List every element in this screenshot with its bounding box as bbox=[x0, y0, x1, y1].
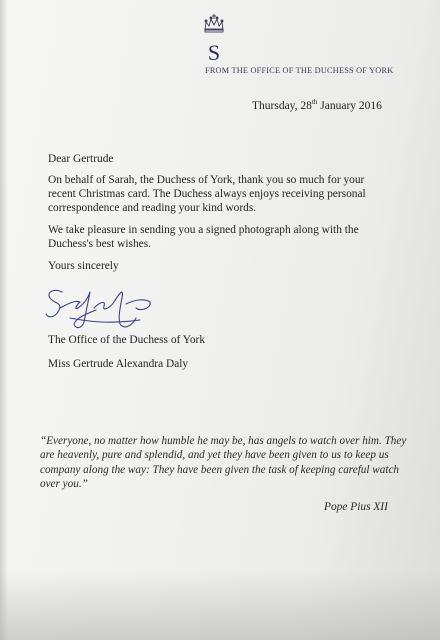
coronet-icon bbox=[205, 14, 223, 32]
letter-date: Thursday, 28th January 2016 bbox=[252, 98, 382, 112]
body-paragraph-1: On behalf of Sarah, the Duchess of York, thank you so much for your recent Christmas card. The Duchess always enjoys receiving personal correspondence and reading your kind words. bbox=[48, 174, 366, 214]
signatory-office: The Office of the Duchess of York bbox=[48, 334, 206, 346]
coronet-monogram-crest bbox=[201, 10, 227, 70]
body-paragraph-2: We take pleasure in sending you a signed photograph along with the Duchess's best wishes. bbox=[48, 224, 359, 250]
salutation: Dear Gertrude bbox=[48, 153, 114, 165]
closing-line: Yours sincerely bbox=[48, 260, 119, 272]
quotation-attribution: Pope Pius XII bbox=[324, 501, 388, 513]
letterhead-office: FROM THE OFFICE OF THE DUCHESS OF YORK bbox=[205, 66, 394, 75]
recipient-name: Miss Gertrude Alexandra Daly bbox=[48, 358, 189, 370]
quotation: “Everyone, no matter how humble he may be, has angels to watch over him. They are heavenly, pure and splendid, and yet they have been given to us to keep us company along the way: They have been given the task of keeping careful watch over you.” bbox=[40, 435, 407, 491]
monogram-letter: S bbox=[207, 40, 221, 65]
handwritten-signature bbox=[40, 278, 160, 336]
